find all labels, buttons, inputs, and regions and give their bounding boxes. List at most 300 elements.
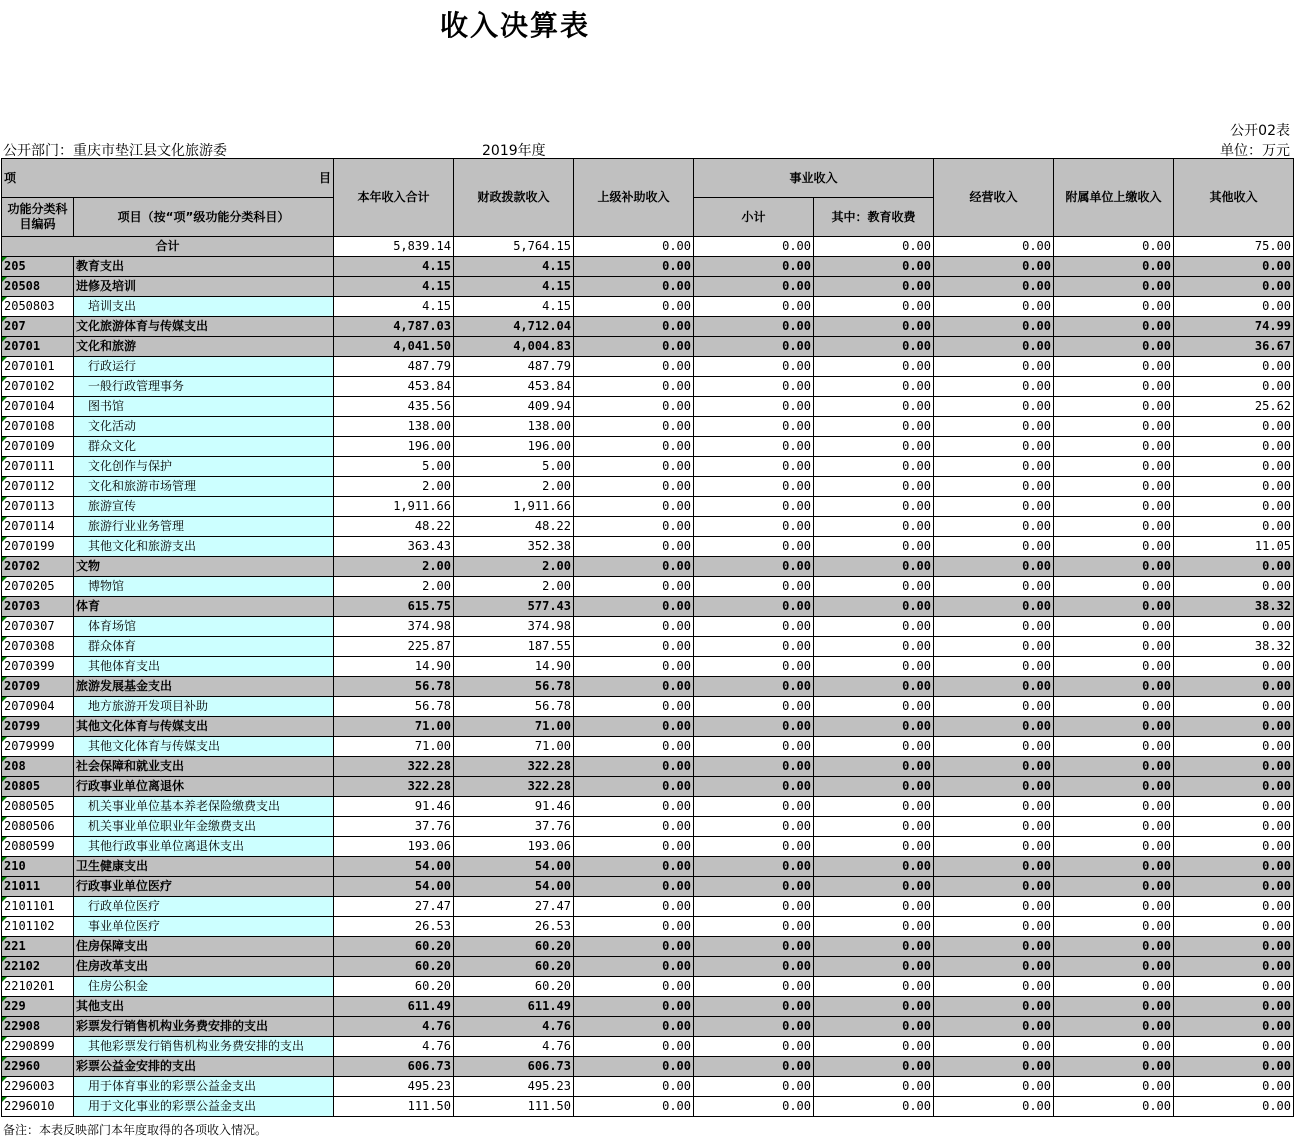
row-value: 14.90 <box>454 657 574 677</box>
row-value: 4.15 <box>334 297 454 317</box>
row-value: 25.62 <box>1174 397 1294 417</box>
row-value: 0.00 <box>1174 777 1294 797</box>
row-value: 0.00 <box>814 717 934 737</box>
row-value: 0.00 <box>694 1037 814 1057</box>
row-code: 210 <box>2 857 74 877</box>
row-value: 0.00 <box>1054 997 1174 1017</box>
total-value: 75.00 <box>1174 237 1294 257</box>
row-value: 196.00 <box>334 437 454 457</box>
row-value: 0.00 <box>574 657 694 677</box>
row-value: 0.00 <box>1174 257 1294 277</box>
row-value: 0.00 <box>1054 717 1174 737</box>
row-code: 20508 <box>2 277 74 297</box>
total-value: 5,764.15 <box>454 237 574 257</box>
row-value: 0.00 <box>934 537 1054 557</box>
row-value: 111.50 <box>454 1097 574 1117</box>
row-value: 0.00 <box>1054 1057 1174 1077</box>
row-value: 4.15 <box>454 297 574 317</box>
table-row <box>2 597 1294 617</box>
row-value: 0.00 <box>694 777 814 797</box>
row-value: 0.00 <box>1054 457 1174 477</box>
row-value: 0.00 <box>694 897 814 917</box>
total-value: 0.00 <box>694 237 814 257</box>
row-value: 26.53 <box>454 917 574 937</box>
report-number: 公开02表 <box>1230 123 1290 139</box>
row-value: 0.00 <box>574 357 694 377</box>
table-row <box>2 517 1294 537</box>
row-value: 0.00 <box>1054 1017 1174 1037</box>
row-value: 0.00 <box>934 1077 1054 1097</box>
row-name: 彩票发行销售机构业务费安排的支出 <box>74 1017 334 1037</box>
row-code: 2070102 <box>2 377 74 397</box>
row-value: 0.00 <box>934 997 1054 1017</box>
row-value: 577.43 <box>454 597 574 617</box>
row-value: 352.38 <box>454 537 574 557</box>
row-value: 0.00 <box>694 657 814 677</box>
row-value: 0.00 <box>574 377 694 397</box>
table-row <box>2 1037 1294 1057</box>
row-value: 0.00 <box>694 1097 814 1117</box>
row-value: 48.22 <box>454 517 574 537</box>
table-row <box>2 977 1294 997</box>
row-code: 2101102 <box>2 917 74 937</box>
row-value: 0.00 <box>694 317 814 337</box>
row-value: 187.55 <box>454 637 574 657</box>
table-row <box>2 957 1294 977</box>
row-value: 0.00 <box>934 277 1054 297</box>
row-value: 0.00 <box>1054 657 1174 677</box>
row-value: 0.00 <box>934 777 1054 797</box>
row-value: 0.00 <box>814 317 934 337</box>
row-name: 群众文化 <box>74 437 334 457</box>
row-value: 374.98 <box>454 617 574 637</box>
row-value: 0.00 <box>814 277 934 297</box>
row-value: 0.00 <box>1054 357 1174 377</box>
row-value: 1,911.66 <box>334 497 454 517</box>
row-name: 社会保障和就业支出 <box>74 757 334 777</box>
row-code: 208 <box>2 757 74 777</box>
row-value: 0.00 <box>1174 797 1294 817</box>
row-value: 487.79 <box>454 357 574 377</box>
row-value: 606.73 <box>454 1057 574 1077</box>
row-value: 26.53 <box>334 917 454 937</box>
total-value: 0.00 <box>574 237 694 257</box>
row-value: 0.00 <box>1174 737 1294 757</box>
row-code: 2296003 <box>2 1077 74 1097</box>
row-value: 0.00 <box>814 877 934 897</box>
row-value: 0.00 <box>694 537 814 557</box>
header-item: 项 <box>4 170 17 185</box>
row-value: 0.00 <box>1054 757 1174 777</box>
row-value: 0.00 <box>814 897 934 917</box>
row-value: 0.00 <box>694 997 814 1017</box>
row-value: 606.73 <box>334 1057 454 1077</box>
row-value: 2.00 <box>454 477 574 497</box>
row-value: 0.00 <box>934 717 1054 737</box>
row-value: 0.00 <box>694 917 814 937</box>
row-value: 0.00 <box>1054 497 1174 517</box>
row-value: 0.00 <box>1174 297 1294 317</box>
row-code: 2080505 <box>2 797 74 817</box>
row-value: 0.00 <box>694 637 814 657</box>
row-value: 0.00 <box>574 397 694 417</box>
row-value: 0.00 <box>934 1037 1054 1057</box>
row-value: 0.00 <box>694 697 814 717</box>
row-code: 20702 <box>2 557 74 577</box>
row-value: 0.00 <box>1174 817 1294 837</box>
row-name: 住房保障支出 <box>74 937 334 957</box>
row-value: 11.05 <box>1174 537 1294 557</box>
income-table <box>1 158 1294 1117</box>
row-name: 住房改革支出 <box>74 957 334 977</box>
row-value: 0.00 <box>574 737 694 757</box>
row-value: 0.00 <box>1174 877 1294 897</box>
row-value: 38.32 <box>1174 597 1294 617</box>
row-value: 60.20 <box>334 977 454 997</box>
row-name: 行政事业单位医疗 <box>74 877 334 897</box>
row-value: 138.00 <box>454 417 574 437</box>
row-name: 旅游发展基金支出 <box>74 677 334 697</box>
row-value: 0.00 <box>1054 797 1174 817</box>
row-value: 0.00 <box>814 517 934 537</box>
row-value: 0.00 <box>694 257 814 277</box>
row-value: 0.00 <box>1174 457 1294 477</box>
row-code: 22102 <box>2 957 74 977</box>
row-code: 2070199 <box>2 537 74 557</box>
row-value: 0.00 <box>694 457 814 477</box>
row-value: 0.00 <box>1054 437 1174 457</box>
row-value: 71.00 <box>454 717 574 737</box>
row-value: 0.00 <box>934 757 1054 777</box>
row-name: 其他文化体育与传媒支出 <box>74 717 334 737</box>
row-value: 0.00 <box>814 997 934 1017</box>
row-name: 进修及培训 <box>74 277 334 297</box>
row-value: 0.00 <box>934 977 1054 997</box>
row-value: 0.00 <box>1054 677 1174 697</box>
table-body <box>2 237 1294 1117</box>
row-value: 0.00 <box>694 417 814 437</box>
row-value: 0.00 <box>814 1077 934 1097</box>
row-value: 0.00 <box>1054 597 1174 617</box>
row-value: 0.00 <box>1054 257 1174 277</box>
row-value: 322.28 <box>454 777 574 797</box>
row-value: 4,041.50 <box>334 337 454 357</box>
row-value: 0.00 <box>814 777 934 797</box>
row-name: 文化和旅游市场管理 <box>74 477 334 497</box>
row-code: 21011 <box>2 877 74 897</box>
row-value: 71.00 <box>334 737 454 757</box>
row-code: 2101101 <box>2 897 74 917</box>
row-value: 0.00 <box>1174 657 1294 677</box>
row-value: 36.67 <box>1174 337 1294 357</box>
row-value: 0.00 <box>934 497 1054 517</box>
row-value: 0.00 <box>1174 917 1294 937</box>
row-name: 教育支出 <box>74 257 334 277</box>
row-name: 用于体育事业的彩票公益金支出 <box>74 1077 334 1097</box>
table-row <box>2 297 1294 317</box>
row-value: 91.46 <box>334 797 454 817</box>
row-name: 文化旅游体育与传媒支出 <box>74 317 334 337</box>
row-value: 0.00 <box>1174 1077 1294 1097</box>
row-value: 0.00 <box>574 957 694 977</box>
row-value: 0.00 <box>1174 1097 1294 1117</box>
row-value: 0.00 <box>694 797 814 817</box>
row-value: 0.00 <box>1174 677 1294 697</box>
row-value: 0.00 <box>1054 817 1174 837</box>
row-value: 0.00 <box>814 737 934 757</box>
header-name: 项目（按“项”级功能分类科目） <box>74 198 334 237</box>
row-value: 48.22 <box>334 517 454 537</box>
row-value: 0.00 <box>694 1017 814 1037</box>
row-value: 0.00 <box>694 437 814 457</box>
row-value: 0.00 <box>934 1017 1054 1037</box>
row-value: 0.00 <box>814 357 934 377</box>
row-value: 0.00 <box>934 557 1054 577</box>
row-value: 0.00 <box>694 737 814 757</box>
row-value: 0.00 <box>574 277 694 297</box>
row-value: 0.00 <box>1174 1057 1294 1077</box>
row-value: 0.00 <box>694 597 814 617</box>
row-value: 495.23 <box>334 1077 454 1097</box>
row-value: 0.00 <box>574 597 694 617</box>
table-row <box>2 637 1294 657</box>
row-value: 0.00 <box>694 557 814 577</box>
row-value: 0.00 <box>934 577 1054 597</box>
row-value: 0.00 <box>934 517 1054 537</box>
row-value: 0.00 <box>814 417 934 437</box>
row-value: 0.00 <box>814 697 934 717</box>
header-item-right: 目 <box>318 170 331 185</box>
row-value: 0.00 <box>934 637 1054 657</box>
row-code: 2080599 <box>2 837 74 857</box>
table-row <box>2 877 1294 897</box>
table-row <box>2 417 1294 437</box>
row-name: 其他支出 <box>74 997 334 1017</box>
row-name: 其他彩票发行销售机构业务费安排的支出 <box>74 1037 334 1057</box>
row-value: 0.00 <box>1054 977 1174 997</box>
row-value: 0.00 <box>934 937 1054 957</box>
row-value: 0.00 <box>1054 277 1174 297</box>
row-value: 0.00 <box>574 497 694 517</box>
header-code: 功能分类科目编码 <box>2 198 74 237</box>
row-value: 0.00 <box>1054 1077 1174 1097</box>
row-value: 56.78 <box>334 677 454 697</box>
row-value: 0.00 <box>1054 957 1174 977</box>
row-code: 2070109 <box>2 437 74 457</box>
row-value: 0.00 <box>1174 557 1294 577</box>
row-value: 2.00 <box>334 577 454 597</box>
row-value: 0.00 <box>1174 857 1294 877</box>
row-value: 453.84 <box>454 377 574 397</box>
row-value: 0.00 <box>1054 417 1174 437</box>
row-value: 0.00 <box>574 337 694 357</box>
row-value: 0.00 <box>1174 577 1294 597</box>
total-row <box>2 237 1294 257</box>
row-name: 卫生健康支出 <box>74 857 334 877</box>
row-value: 0.00 <box>934 917 1054 937</box>
row-value: 4.15 <box>454 257 574 277</box>
row-name: 一般行政管理事务 <box>74 377 334 397</box>
table-row <box>2 577 1294 597</box>
row-value: 0.00 <box>814 537 934 557</box>
row-value: 0.00 <box>1054 937 1174 957</box>
row-value: 374.98 <box>334 617 454 637</box>
row-value: 0.00 <box>574 637 694 657</box>
row-value: 0.00 <box>934 617 1054 637</box>
row-value: 2.00 <box>334 477 454 497</box>
row-code: 205 <box>2 257 74 277</box>
row-code: 2079999 <box>2 737 74 757</box>
row-value: 615.75 <box>334 597 454 617</box>
row-value: 363.43 <box>334 537 454 557</box>
row-value: 0.00 <box>1174 617 1294 637</box>
row-code: 20805 <box>2 777 74 797</box>
row-code: 221 <box>2 937 74 957</box>
row-value: 453.84 <box>334 377 454 397</box>
row-value: 0.00 <box>814 477 934 497</box>
row-code: 2210201 <box>2 977 74 997</box>
row-value: 0.00 <box>1054 857 1174 877</box>
row-value: 0.00 <box>694 717 814 737</box>
row-value: 5.00 <box>454 457 574 477</box>
row-name: 彩票公益金安排的支出 <box>74 1057 334 1077</box>
table-row <box>2 357 1294 377</box>
row-value: 0.00 <box>814 1017 934 1037</box>
table-row <box>2 337 1294 357</box>
row-value: 0.00 <box>694 377 814 397</box>
row-value: 0.00 <box>1054 557 1174 577</box>
row-value: 0.00 <box>694 817 814 837</box>
row-code: 207 <box>2 317 74 337</box>
row-value: 196.00 <box>454 437 574 457</box>
row-value: 193.06 <box>454 837 574 857</box>
row-value: 193.06 <box>334 837 454 857</box>
row-value: 0.00 <box>814 977 934 997</box>
row-value: 27.47 <box>454 897 574 917</box>
row-value: 4.15 <box>334 277 454 297</box>
row-value: 4,712.04 <box>454 317 574 337</box>
row-value: 0.00 <box>574 1097 694 1117</box>
table-row <box>2 897 1294 917</box>
total-label: 合计 <box>2 237 334 257</box>
row-value: 0.00 <box>694 877 814 897</box>
row-value: 225.87 <box>334 637 454 657</box>
row-value: 0.00 <box>694 757 814 777</box>
row-value: 0.00 <box>694 957 814 977</box>
row-value: 0.00 <box>934 1097 1054 1117</box>
row-value: 0.00 <box>1174 417 1294 437</box>
row-value: 14.90 <box>334 657 454 677</box>
row-value: 0.00 <box>1054 477 1174 497</box>
total-value: 0.00 <box>1054 237 1174 257</box>
row-value: 0.00 <box>1174 897 1294 917</box>
row-name: 其他文化体育与传媒支出 <box>74 737 334 757</box>
row-value: 0.00 <box>934 677 1054 697</box>
row-value: 0.00 <box>934 457 1054 477</box>
row-value: 0.00 <box>934 817 1054 837</box>
row-value: 0.00 <box>574 1017 694 1037</box>
row-name: 其他文化和旅游支出 <box>74 537 334 557</box>
row-value: 0.00 <box>1054 1097 1174 1117</box>
table-row <box>2 497 1294 517</box>
row-value: 0.00 <box>574 797 694 817</box>
row-value: 54.00 <box>334 857 454 877</box>
row-value: 0.00 <box>694 837 814 857</box>
row-code: 20709 <box>2 677 74 697</box>
row-code: 2070112 <box>2 477 74 497</box>
row-value: 0.00 <box>1054 737 1174 757</box>
table-row <box>2 437 1294 457</box>
row-value: 71.00 <box>454 737 574 757</box>
row-value: 0.00 <box>934 597 1054 617</box>
row-name: 用于文化事业的彩票公益金支出 <box>74 1097 334 1117</box>
row-value: 0.00 <box>934 377 1054 397</box>
row-value: 0.00 <box>934 837 1054 857</box>
row-value: 0.00 <box>1174 1037 1294 1057</box>
row-value: 0.00 <box>574 477 694 497</box>
row-value: 0.00 <box>814 917 934 937</box>
row-value: 38.32 <box>1174 637 1294 657</box>
row-value: 0.00 <box>814 937 934 957</box>
table-row <box>2 717 1294 737</box>
table-row <box>2 937 1294 957</box>
table-row <box>2 377 1294 397</box>
row-value: 0.00 <box>1054 637 1174 657</box>
row-value: 0.00 <box>1174 837 1294 857</box>
row-code: 2070108 <box>2 417 74 437</box>
row-value: 0.00 <box>814 817 934 837</box>
row-value: 0.00 <box>1174 517 1294 537</box>
row-value: 0.00 <box>574 917 694 937</box>
table-row <box>2 697 1294 717</box>
row-value: 0.00 <box>814 257 934 277</box>
row-value: 4.15 <box>454 277 574 297</box>
row-value: 0.00 <box>814 1037 934 1057</box>
row-code: 2070904 <box>2 697 74 717</box>
row-value: 0.00 <box>574 437 694 457</box>
row-code: 22908 <box>2 1017 74 1037</box>
total-value: 0.00 <box>814 237 934 257</box>
row-value: 0.00 <box>934 357 1054 377</box>
row-value: 0.00 <box>1174 977 1294 997</box>
row-value: 0.00 <box>814 297 934 317</box>
row-value: 0.00 <box>574 897 694 917</box>
row-value: 0.00 <box>1054 777 1174 797</box>
header-affiliated: 附属单位上缴收入 <box>1054 159 1174 237</box>
row-value: 0.00 <box>814 597 934 617</box>
row-value: 0.00 <box>934 337 1054 357</box>
row-value: 0.00 <box>814 377 934 397</box>
row-value: 0.00 <box>694 1077 814 1097</box>
table-row <box>2 857 1294 877</box>
table-row <box>2 1057 1294 1077</box>
row-name: 群众体育 <box>74 637 334 657</box>
row-name: 旅游宣传 <box>74 497 334 517</box>
table-row <box>2 777 1294 797</box>
table-row <box>2 657 1294 677</box>
row-value: 0.00 <box>574 977 694 997</box>
row-value: 74.99 <box>1174 317 1294 337</box>
table-row <box>2 797 1294 817</box>
row-value: 0.00 <box>814 1097 934 1117</box>
row-value: 611.49 <box>454 997 574 1017</box>
row-value: 0.00 <box>574 717 694 737</box>
total-value: 5,839.14 <box>334 237 454 257</box>
row-value: 0.00 <box>1054 877 1174 897</box>
row-name: 事业单位医疗 <box>74 917 334 937</box>
row-name: 文化活动 <box>74 417 334 437</box>
row-value: 4.76 <box>334 1037 454 1057</box>
